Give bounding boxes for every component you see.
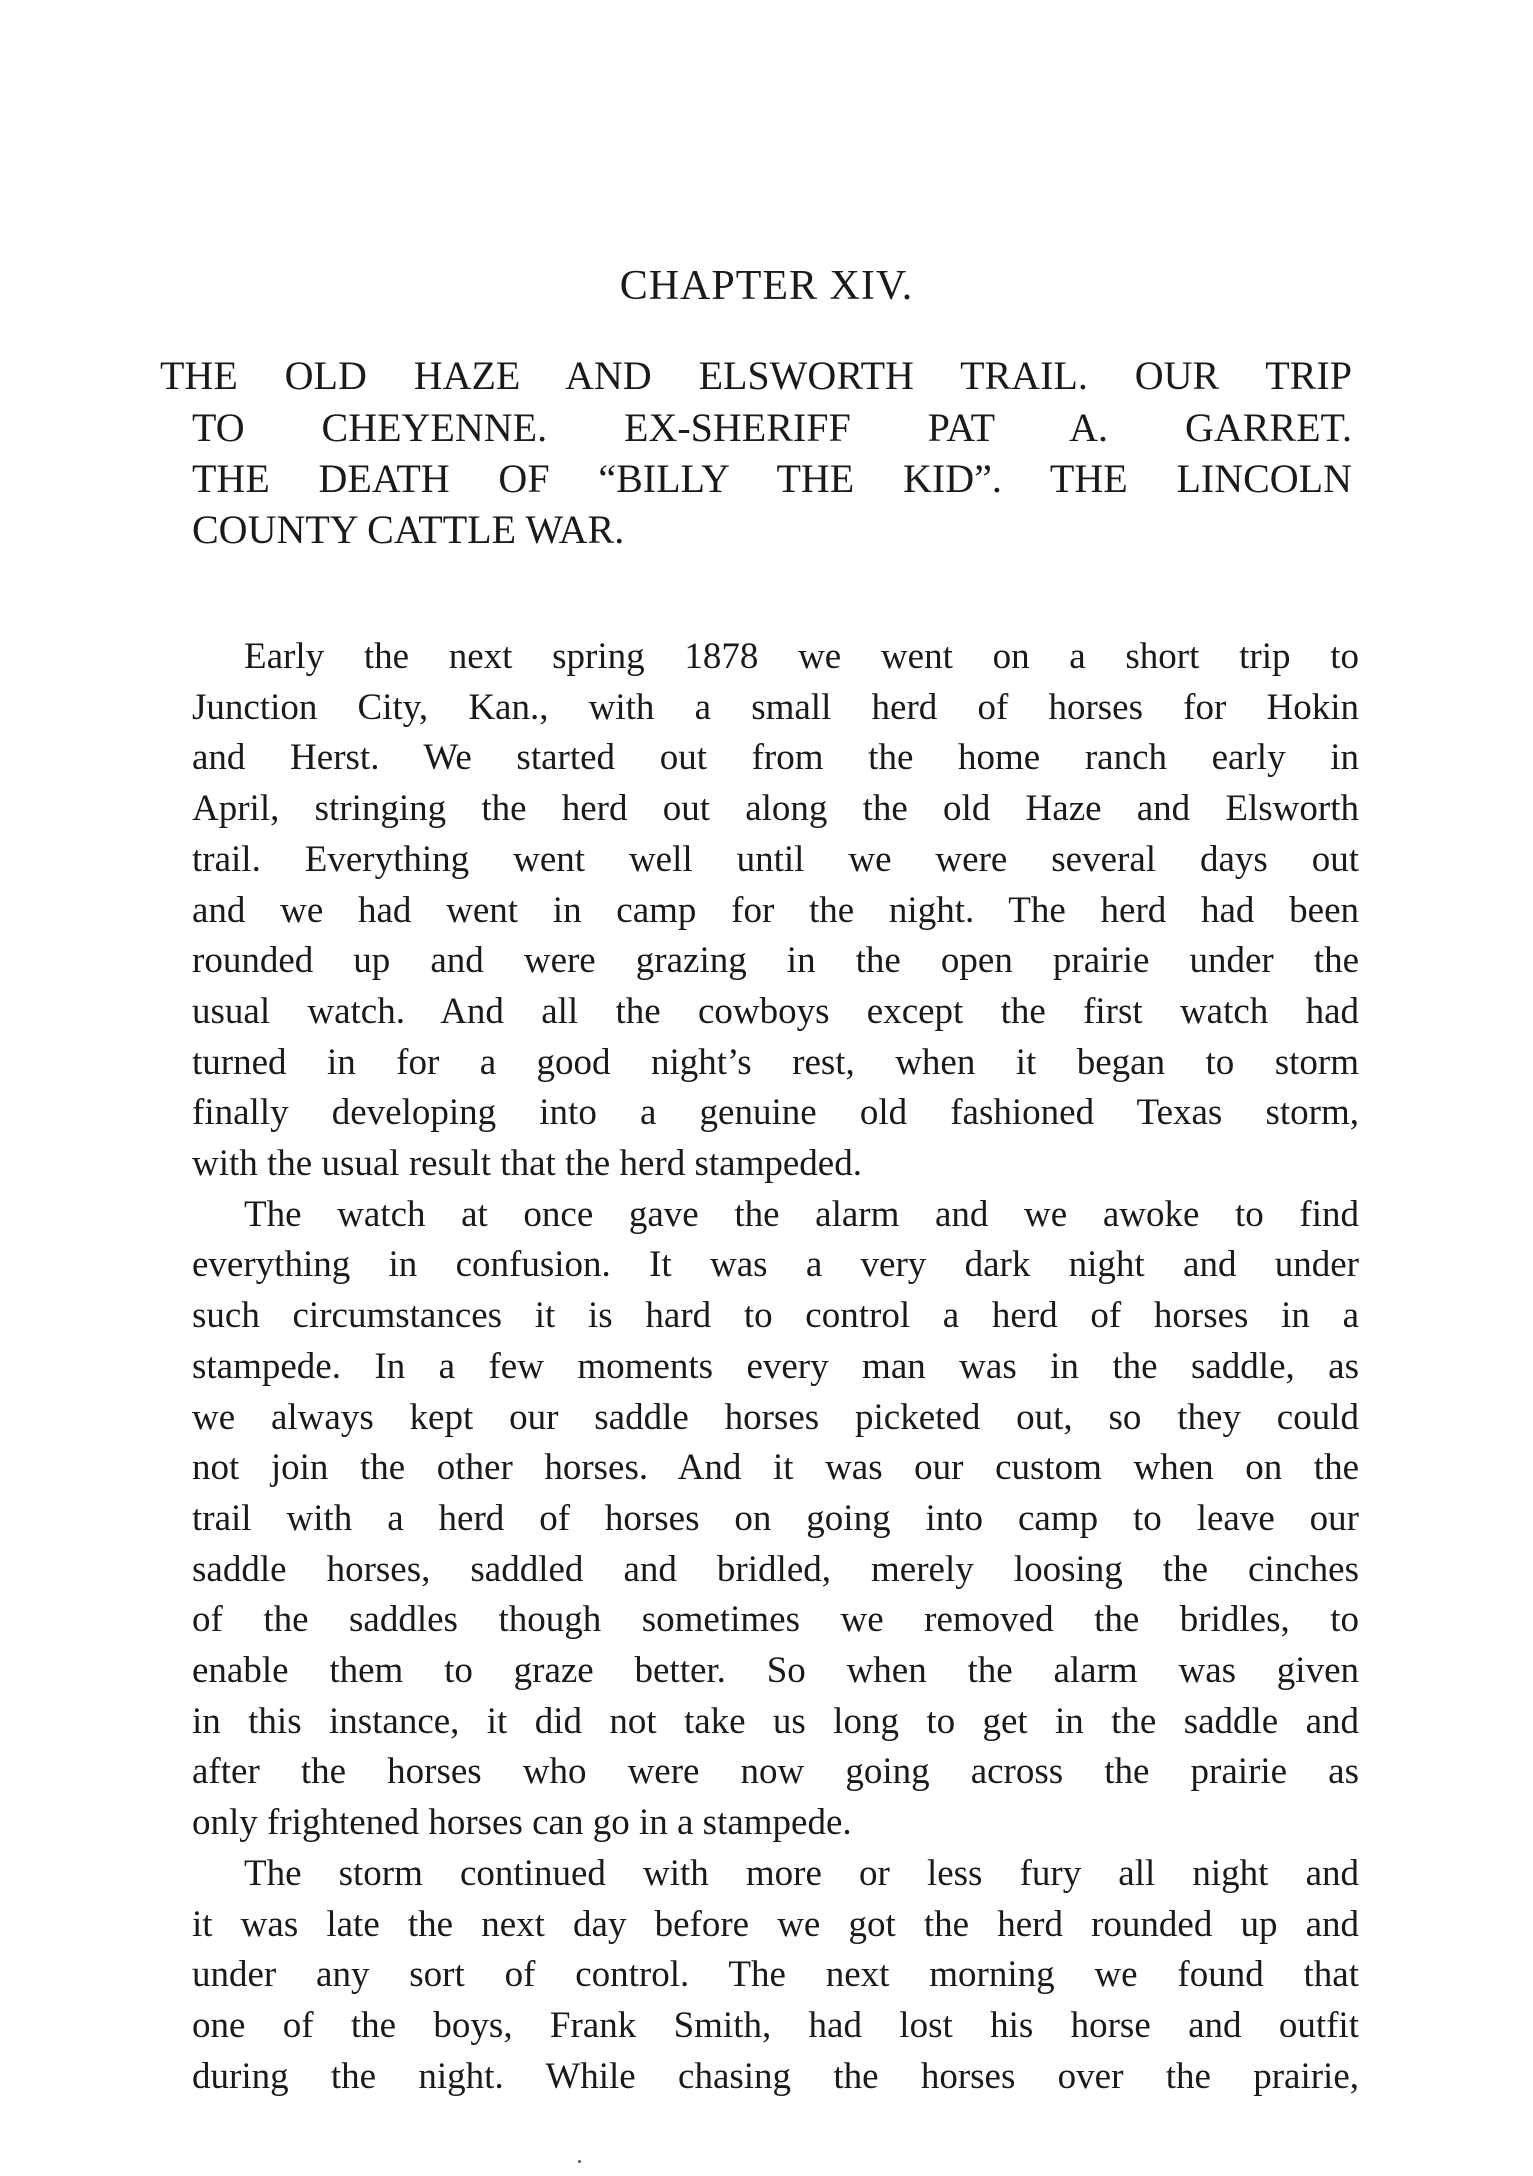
subtitle-line: THE OLD HAZE AND ELSWORTH TRAIL. OUR TRIP (160, 353, 1352, 398)
text-line: stampede. In a few moments every man was in the saddle, as (192, 1345, 1359, 1387)
text-line: under any sort of control. The next morning we found that (192, 1954, 1359, 1996)
paragraph (192, 1849, 1359, 2103)
text-line: finally developing into a genuine old fashioned Texas storm, (192, 1092, 1359, 1134)
text-line: The watch at once gave the alarm and we awoke to find (244, 1193, 1359, 1235)
subtitle-line: COUNTY CATTLE WAR. (192, 507, 625, 552)
text-line: enable them to graze better. So when the alarm was given (192, 1650, 1359, 1692)
subtitle-line: THE DEATH OF “BILLY THE KID”. THE LINCOLN (192, 456, 1352, 501)
page-mark (578, 2160, 581, 2163)
text-line: trail with a herd of horses on going into camp to leave our (192, 1497, 1359, 1539)
text-line: saddle horses, saddled and bridled, merely loosing the cinches (192, 1548, 1359, 1590)
text-line: trail. Everything went well until we were several days out (192, 838, 1359, 880)
text-line: we always kept our saddle horses picketed out, so they could (192, 1396, 1359, 1438)
text-line: one of the boys, Frank Smith, had lost his horse and outfit (192, 2004, 1359, 2046)
paragraph (192, 632, 1359, 1190)
text-line: Early the next spring 1878 we went on a short trip to (244, 636, 1359, 677)
text-line: and Herst. We started out from the home ranch early in (192, 737, 1359, 779)
text-line: and we had went in camp for the night. The herd had been (192, 889, 1359, 931)
text-line: The storm continued with more or less fury all night and (244, 1852, 1359, 1894)
text-line: of the saddles though sometimes we removed the bridles, to (192, 1599, 1359, 1641)
text-line: in this instance, it did not take us long to get in the saddle and (192, 1700, 1359, 1742)
text-line: April, stringing the herd out along the old Haze and Elsworth (192, 788, 1359, 830)
text-line: after the horses who were now going across the prairie as (192, 1751, 1359, 1793)
text-line: only frightened horses can go in a stampede. (192, 1802, 852, 1844)
text-line: it was late the next day before we got the herd rounded up and (192, 1903, 1359, 1945)
text-line: during the night. While chasing the horses over the prairie, (192, 2055, 1359, 2097)
body-text (192, 632, 1359, 2102)
text-line: usual watch. And all the cowboys except the first watch had (192, 990, 1359, 1032)
text-line: such circumstances it is hard to control a herd of horses in a (192, 1295, 1359, 1337)
text-line: turned in for a good night’s rest, when it began to storm (192, 1041, 1359, 1083)
chapter-title: CHAPTER XIV. (619, 263, 914, 309)
paragraph (192, 1190, 1359, 1849)
text-line: rounded up and were grazing in the open prairie under the (192, 940, 1359, 982)
text-line: everything in confusion. It was a very dark night and under (192, 1244, 1359, 1286)
text-line: Junction City, Kan., with a small herd of horses for Hokin (192, 686, 1359, 728)
text-line: with the usual result that the herd stampeded. (192, 1143, 862, 1185)
text-line: not join the other horses. And it was our custom when on the (192, 1447, 1359, 1489)
subtitle-line: TO CHEYENNE. EX-SHERIFF PAT A. GARRET. (192, 405, 1352, 450)
